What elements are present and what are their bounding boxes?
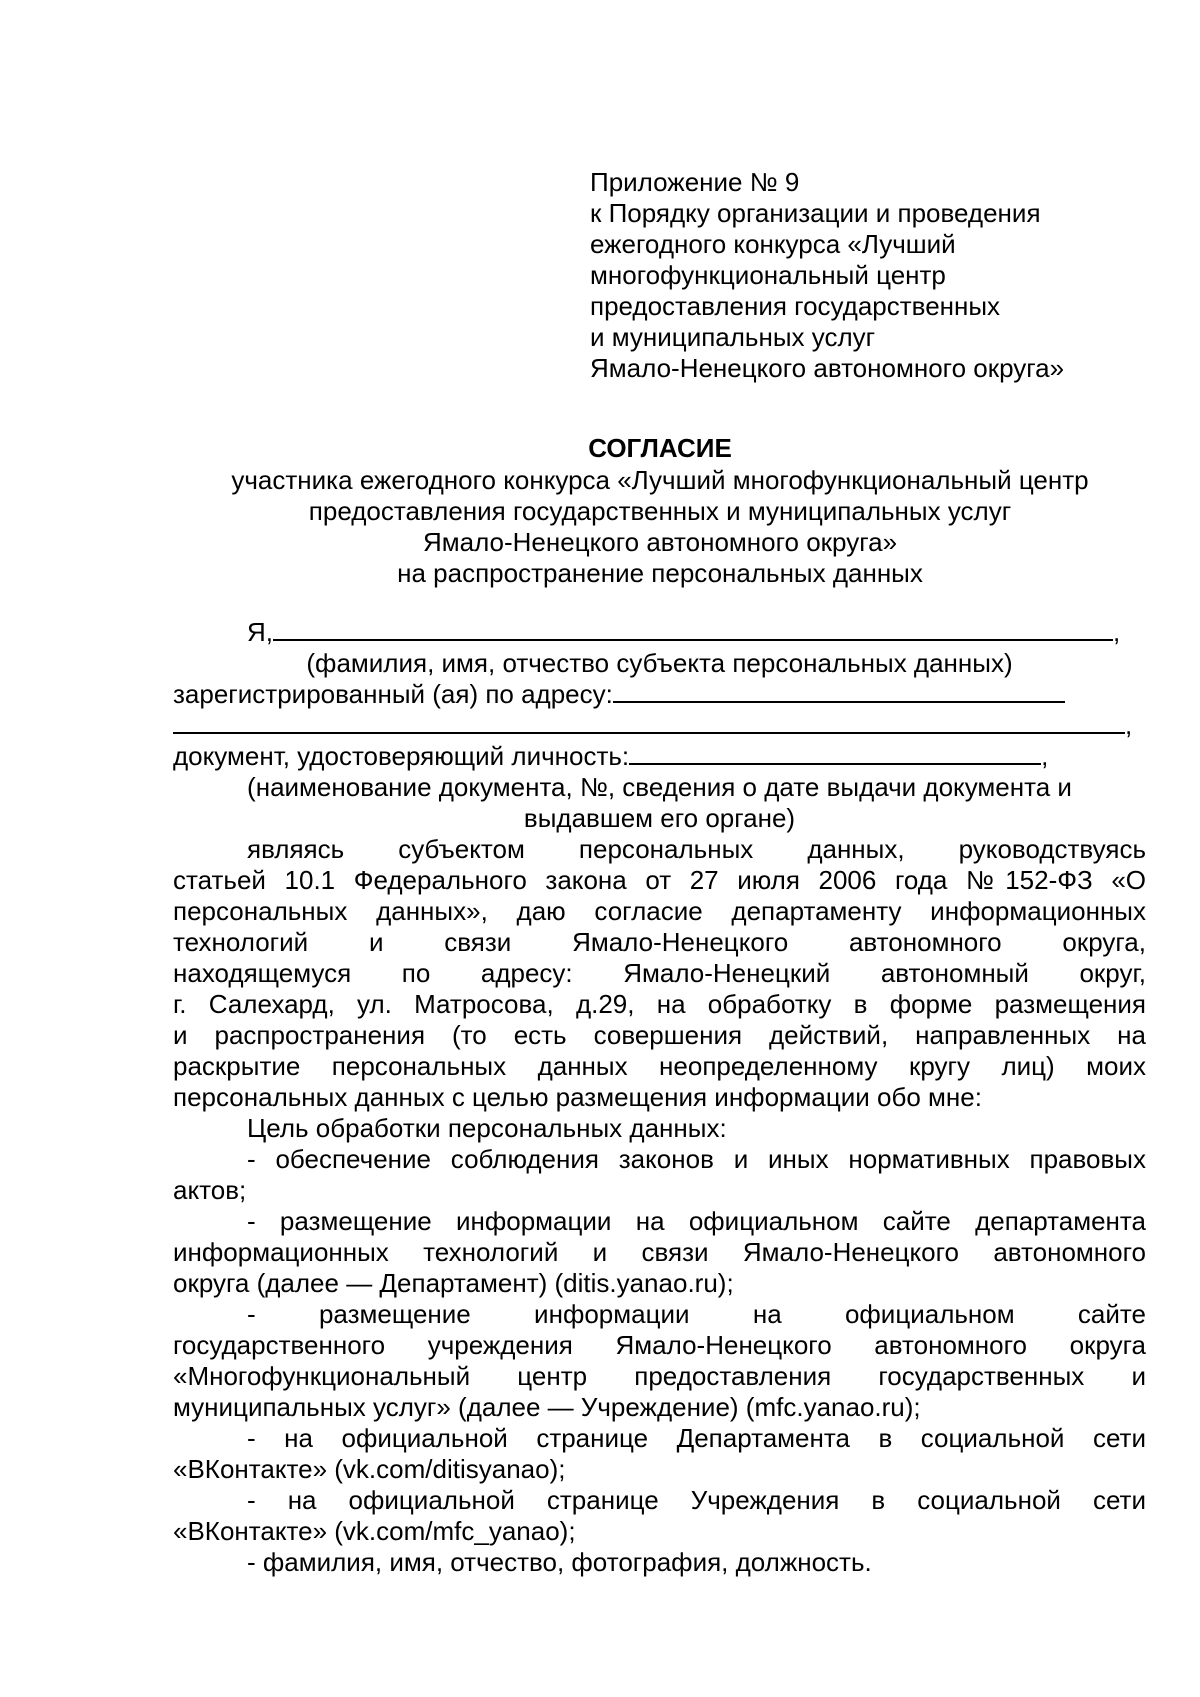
appendix-line: ежегодного конкурса «Лучший xyxy=(590,229,956,259)
purpose-item-line: - размещение информации на официальном сайте xyxy=(247,1299,1146,1329)
consent-line: персональных данных с целью размещения информации обо мне: xyxy=(173,1082,982,1112)
purpose-item-line: государственного учреждения Ямало-Ненецкого автономного округа xyxy=(173,1330,1146,1360)
fio-line xyxy=(173,617,1146,648)
purpose-item-line: округа (далее — Департамент) (ditis.yanao.ru); xyxy=(173,1268,734,1298)
document-blank[interactable] xyxy=(629,741,1041,765)
purpose-item-line: «ВКонтакте» (vk.com/mfc_yanao); xyxy=(173,1516,576,1546)
document-caption-2: выдавшем его органе) xyxy=(523,803,796,833)
fio-blank[interactable] xyxy=(273,617,1113,641)
consent-line: являясь субъектом персональных данных, руководствуясь xyxy=(247,834,1146,864)
purpose-item-line: актов; xyxy=(173,1175,247,1205)
subtitle-line: предоставления государственных и муниципальных услуг xyxy=(308,496,1012,526)
document-title: СОГЛАСИЕ xyxy=(588,433,732,463)
appendix-line: предоставления государственных xyxy=(590,291,1001,321)
consent-line: технологий и связи Ямало-Ненецкого автономного округа, xyxy=(173,927,1146,957)
document-line xyxy=(173,741,1146,772)
appendix-line: Ямало-Ненецкого автономного округа» xyxy=(590,353,1065,383)
consent-line: персональных данных», даю согласие департаменту информационных xyxy=(173,896,1146,926)
consent-line: и распространения (то есть совершения действий, направленных на xyxy=(173,1020,1146,1050)
fio-caption: (фамилия, имя, отчество субъекта персональных данных) xyxy=(306,648,1013,678)
purpose-item-line: - размещение информации на официальном сайте департамента xyxy=(247,1206,1146,1236)
subtitle-line: Ямало-Ненецкого автономного округа» xyxy=(422,527,898,557)
appendix-header xyxy=(590,167,1150,384)
comma: , xyxy=(1125,710,1133,740)
final-item: - фамилия, имя, отчество, фотография, должность. xyxy=(247,1547,872,1577)
appendix-line: и муниципальных услуг xyxy=(590,322,876,352)
appendix-line: многофункциональный центр xyxy=(590,260,946,290)
consent-line: статьей 10.1 Федерального закона от 27 июля 2006 года №152-ФЗ «О xyxy=(173,865,1146,895)
address-blank[interactable] xyxy=(613,679,1065,703)
purpose-item-line: - обеспечение соблюдения законов и иных нормативных правовых xyxy=(247,1144,1146,1174)
document-body xyxy=(173,617,1146,1578)
registered-label: зарегистрированный (ая) по адресу: xyxy=(173,679,613,709)
address-blank-2[interactable] xyxy=(173,710,1125,734)
address-line xyxy=(173,679,1146,710)
consent-line: г. Салехард, ул. Матросова, д.29, на обработку в форме размещения xyxy=(173,989,1146,1019)
address-line-2 xyxy=(173,710,1146,741)
comma: , xyxy=(1113,617,1121,647)
purpose-heading: Цель обработки персональных данных: xyxy=(247,1113,727,1143)
consent-line: находящемуся по адресу: Ямало-Ненецкий автономный округ, xyxy=(173,958,1146,988)
purpose-item-line: «ВКонтакте» (vk.com/ditisyanao); xyxy=(173,1454,566,1484)
document-title-block xyxy=(150,433,1170,589)
comma: , xyxy=(1041,741,1049,771)
subtitle-line: на распространение персональных данных xyxy=(397,558,923,588)
document-subtitle xyxy=(150,465,1170,589)
appendix-line: Приложение № 9 xyxy=(590,167,800,197)
document-label: документ, удостоверяющий личность: xyxy=(173,741,630,771)
i-label: Я, xyxy=(247,617,273,647)
consent-line: раскрытие персональных данных неопределенному кругу лиц) моих xyxy=(173,1051,1146,1081)
purpose-item-line: муниципальных услуг» (далее — Учреждение) (mfc.yanao.ru); xyxy=(173,1392,921,1422)
purpose-item-line: информационных технологий и связи Ямало-Ненецкого автономного xyxy=(173,1237,1146,1267)
document-caption-1: (наименование документа, №, сведения о дате выдачи документа и xyxy=(247,772,1072,802)
purpose-item-line: - на официальной странице Департамента в социальной сети xyxy=(247,1423,1146,1453)
appendix-line: к Порядку организации и проведения xyxy=(590,198,1041,228)
purpose-item-line: «Многофункциональный центр предоставления государственных и xyxy=(173,1361,1146,1391)
purpose-item-line: - на официальной странице Учреждения в социальной сети xyxy=(247,1485,1146,1515)
subtitle-line: участника ежегодного конкурса «Лучший многофункциональный центр xyxy=(231,465,1089,495)
